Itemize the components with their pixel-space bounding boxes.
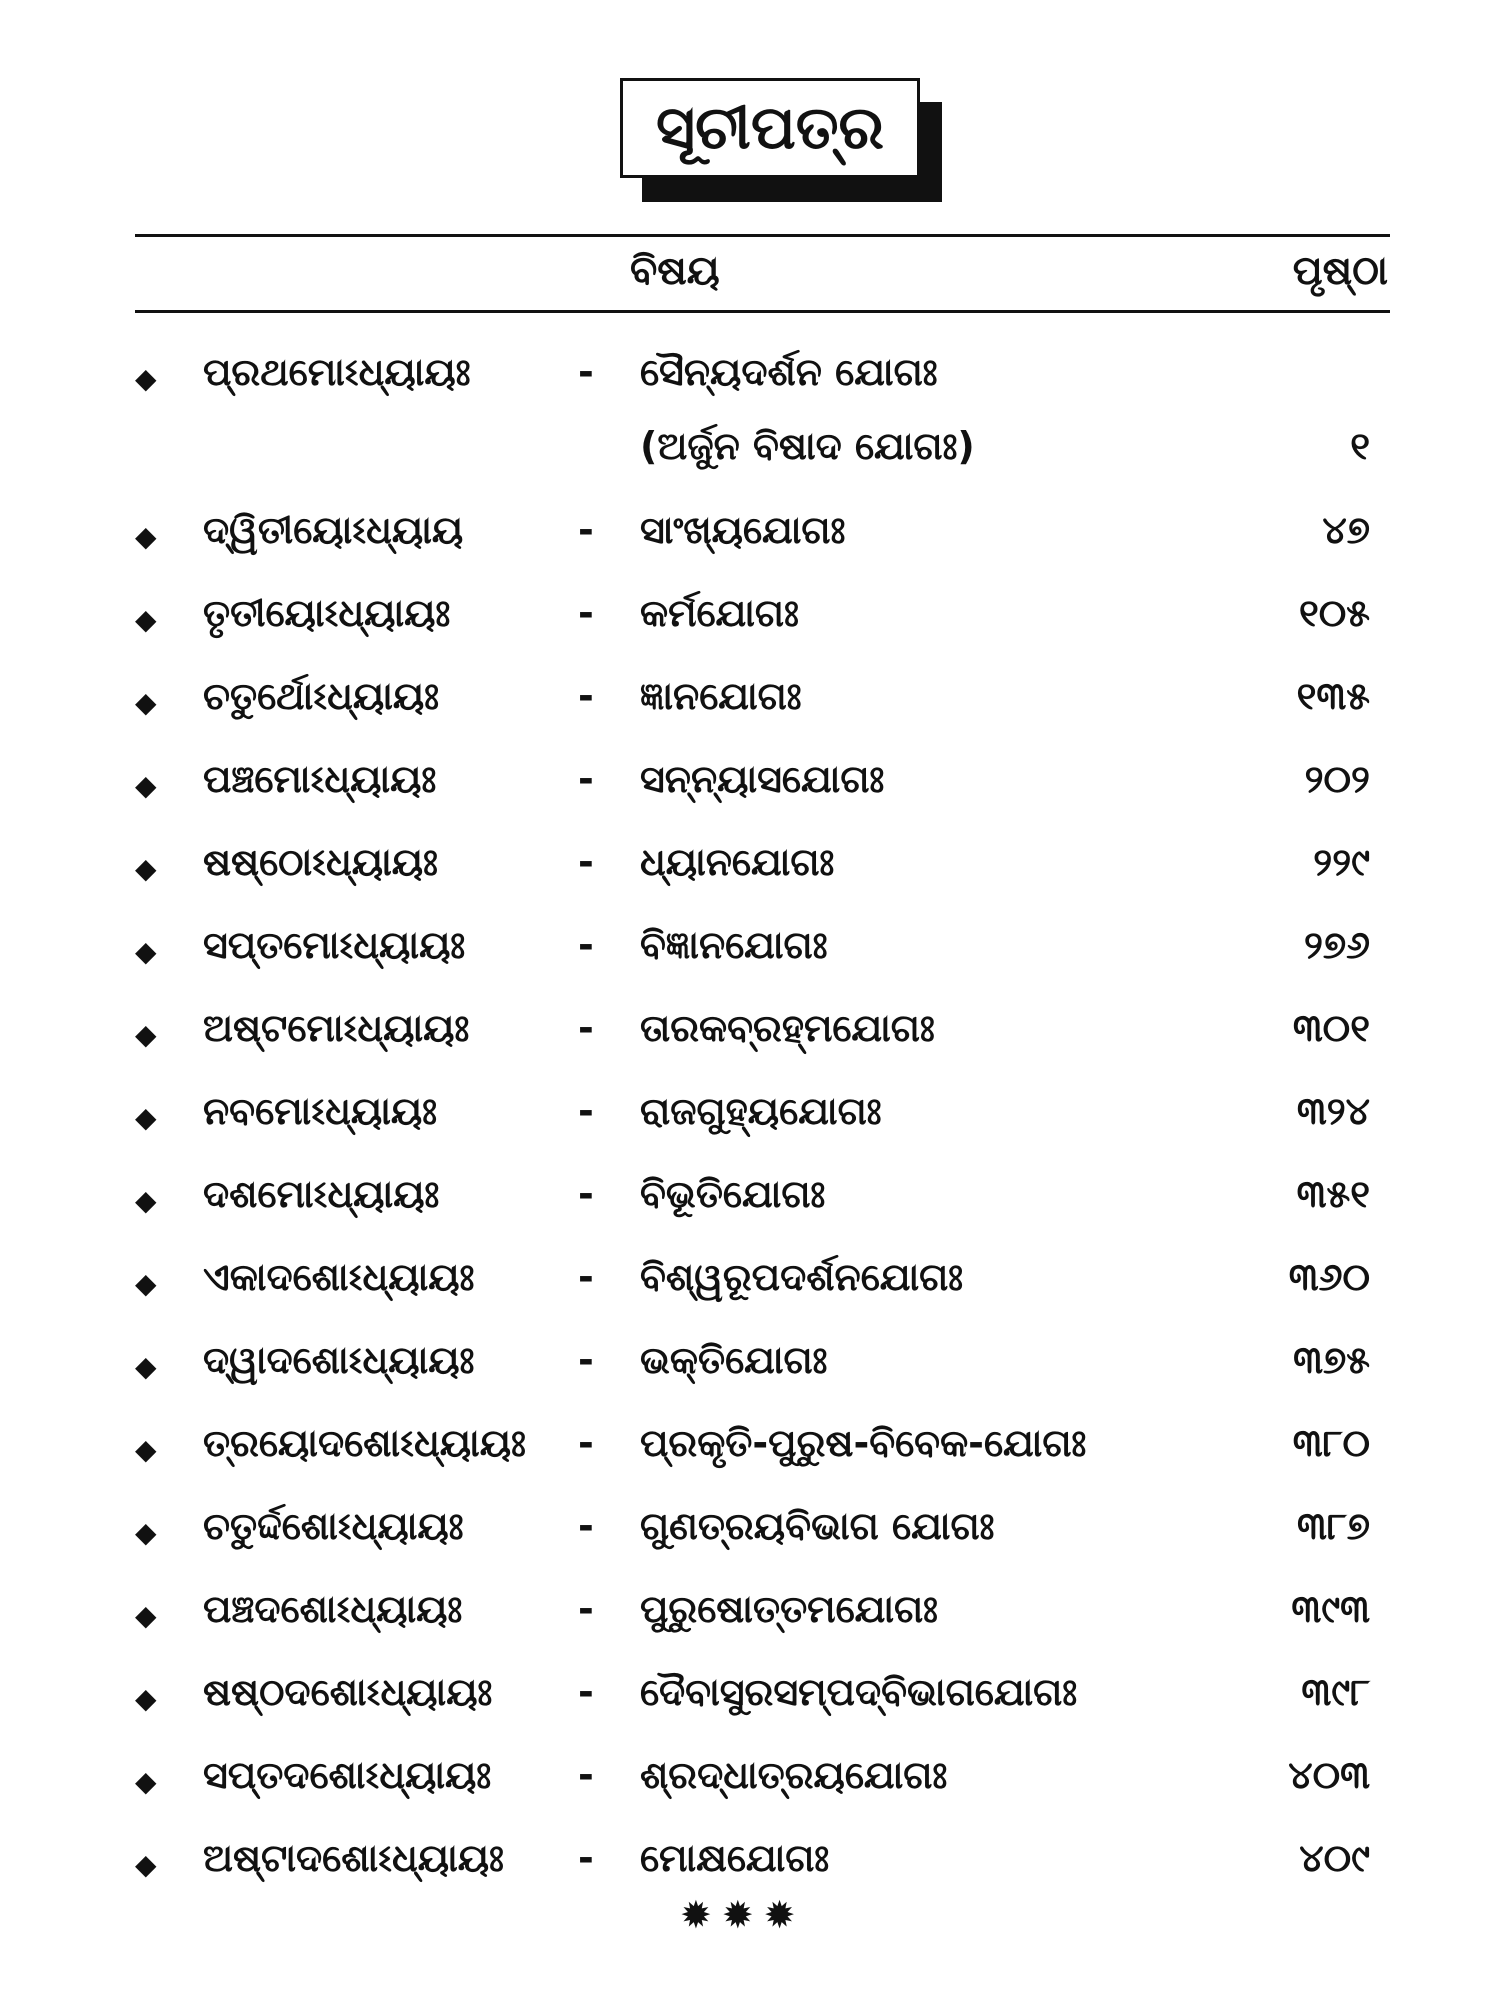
toc-row[interactable]	[135, 1079, 1390, 1162]
title-box	[620, 78, 920, 178]
chapter-name: ଦ୍ୱିତୀୟୋଽଧ୍ୟାୟ	[203, 508, 464, 552]
toc-row[interactable]	[135, 1494, 1390, 1577]
diamond-icon: ◆	[135, 1516, 157, 1549]
page-number: ୩୨୪	[1296, 1089, 1370, 1133]
separator-dash: -	[578, 1172, 594, 1216]
separator-dash: -	[578, 757, 594, 801]
diamond-icon: ◆	[135, 603, 157, 636]
chapter-subject: ଗୁଣତ୍ରୟବିଭାଗ ଯୋଗଃ	[640, 1504, 995, 1548]
chapter-subject: ବିଶ୍ୱରୂପଦର୍ଶନଯୋଗଃ	[640, 1255, 964, 1299]
diamond-icon: ◆	[135, 769, 157, 802]
page-number: ୩୮୭	[1297, 1504, 1370, 1548]
diamond-icon: ◆	[135, 1599, 157, 1632]
chapter-subject: ସୈନ୍ୟଦର୍ଶନ ଯୋଗଃ	[640, 350, 938, 394]
separator-dash: -	[578, 1753, 594, 1797]
table-of-contents	[135, 340, 1390, 1909]
separator-dash: -	[578, 591, 594, 635]
diamond-icon: ◆	[135, 520, 157, 553]
footer-ornament: ✹✹✹	[680, 1893, 806, 1937]
chapter-subject: ଧ୍ୟାନଯୋଗଃ	[640, 840, 835, 884]
chapter-subject: ବିଜ୍ଞାନଯୋଗଃ	[640, 923, 828, 967]
chapter-subject: ସନ୍ନ୍ୟାସଯୋଗଃ	[640, 757, 885, 801]
chapter-subject: ରାଜଗୁହ୍ୟଯୋଗଃ	[640, 1089, 882, 1133]
toc-row[interactable]	[135, 1577, 1390, 1660]
toc-row[interactable]	[135, 664, 1390, 747]
toc-row[interactable]	[135, 1411, 1390, 1494]
diamond-icon: ◆	[135, 852, 157, 885]
page-number: ୧୩୫	[1296, 674, 1370, 718]
page-number: ୩୯୮	[1301, 1670, 1370, 1714]
chapter-name: ଷଷ୍ଠୋଽଧ୍ୟାୟଃ	[203, 840, 438, 884]
separator-dash: -	[578, 840, 594, 884]
chapter-name: ଚତୁର୍ଥୋଽଧ୍ୟାୟଃ	[203, 674, 440, 718]
toc-row[interactable]	[135, 830, 1390, 913]
chapter-subject: ଜ୍ଞାନଯୋଗଃ	[640, 674, 802, 718]
toc-row[interactable]	[135, 1743, 1390, 1826]
chapter-name: ସପ୍ତମୋଽଧ୍ୟାୟଃ	[203, 923, 466, 967]
chapter-name: ପଞ୍ଚମୋଽଧ୍ୟାୟଃ	[203, 757, 437, 801]
separator-dash: -	[578, 1421, 594, 1465]
diamond-icon: ◆	[135, 1018, 157, 1051]
chapter-name: ପ୍ରଥମୋଽଧ୍ୟାୟଃ	[203, 350, 471, 394]
separator-dash: -	[578, 674, 594, 718]
chapter-subject: ପ୍ରକୃତି-ପୁରୁଷ-ବିବେକ-ଯୋଗଃ	[640, 1421, 1087, 1465]
chapter-subject: ତାରକବ୍ରହ୍ମଯୋଗଃ	[640, 1006, 935, 1050]
header-rule-top	[135, 234, 1390, 237]
toc-row[interactable]	[135, 1162, 1390, 1245]
toc-row[interactable]	[135, 913, 1390, 996]
toc-row[interactable]	[135, 498, 1390, 581]
chapter-subject: ଭକ୍ତିଯୋଗଃ	[640, 1338, 828, 1382]
column-header-page: ପୃଷ୍ଠା	[1292, 248, 1388, 294]
page-number: ୧୦୫	[1298, 591, 1370, 635]
page-number: ୩୬୦	[1288, 1255, 1370, 1299]
chapter-subject: କର୍ମଯୋଗଃ	[640, 591, 799, 635]
separator-dash: -	[578, 1504, 594, 1548]
chapter-name: ଷଷ୍ଠଦଶୋଽଧ୍ୟାୟଃ	[203, 1670, 493, 1714]
chapter-name: ଅଷ୍ଟାଦଶୋଽଧ୍ୟାୟଃ	[203, 1836, 504, 1880]
diamond-icon: ◆	[135, 1765, 157, 1798]
page-number: ୨୨୯	[1313, 840, 1370, 884]
toc-row[interactable]	[135, 747, 1390, 830]
chapter-subject-subtitle: (ଅର୍ଜୁନ ବିଷାଦ ଯୋଗଃ)	[640, 424, 975, 468]
page-number: ୩୫୧	[1296, 1172, 1370, 1216]
toc-row[interactable]	[135, 581, 1390, 664]
toc-row[interactable]	[135, 1245, 1390, 1328]
chapter-subject: ବିଭୂତିଯୋଗଃ	[640, 1172, 826, 1216]
diamond-icon: ◆	[135, 935, 157, 968]
page-title: ସୂଚୀପତ୍ର	[620, 78, 920, 178]
chapter-name: ଦ୍ୱାଦଶୋଽଧ୍ୟାୟଃ	[203, 1338, 475, 1382]
diamond-icon: ◆	[135, 1682, 157, 1715]
separator-dash: -	[578, 350, 594, 394]
toc-row[interactable]	[135, 1328, 1390, 1411]
chapter-subject: ପୁରୁଷୋତ୍ତମଯୋଗଃ	[640, 1587, 938, 1631]
chapter-name: ସପ୍ତଦଶୋଽଧ୍ୟାୟଃ	[203, 1753, 492, 1797]
chapter-name: ଦଶମୋଽଧ୍ୟାୟଃ	[203, 1172, 440, 1216]
page-number: ୩୯୩	[1291, 1587, 1370, 1631]
diamond-icon: ◆	[135, 686, 157, 719]
toc-row[interactable]	[135, 340, 1390, 498]
chapter-name: ଏକାଦଶୋଽଧ୍ୟାୟଃ	[203, 1255, 475, 1299]
page-number: ୧	[1350, 424, 1370, 468]
page-number: ୩୮୦	[1292, 1421, 1370, 1465]
separator-dash: -	[578, 1587, 594, 1631]
toc-row[interactable]	[135, 996, 1390, 1079]
chapter-name: ନବମୋଽଧ୍ୟାୟଃ	[203, 1089, 438, 1133]
chapter-subject: ମୋକ୍ଷଯୋଗଃ	[640, 1836, 830, 1880]
chapter-name: ଚତୁର୍ଦ୍ଦଶୋଽଧ୍ୟାୟଃ	[203, 1504, 464, 1548]
chapter-name: ପଞ୍ଚଦଶୋଽଧ୍ୟାୟଃ	[203, 1587, 463, 1631]
page-number: ୩୭୫	[1293, 1338, 1370, 1382]
separator-dash: -	[578, 923, 594, 967]
page-number: ୨୭୬	[1303, 923, 1370, 967]
diamond-icon: ◆	[135, 362, 157, 395]
page-number: ୪୭	[1322, 508, 1370, 552]
chapter-name: ତୃତୀୟୋଽଧ୍ୟାୟଃ	[203, 591, 451, 635]
diamond-icon: ◆	[135, 1184, 157, 1217]
chapter-name: ଅଷ୍ଟମୋଽଧ୍ୟାୟଃ	[203, 1006, 470, 1050]
chapter-subject: ଦୈବାସୁରସମ୍ପଦ୍‌ବିଭାଗଯୋଗଃ	[640, 1670, 1078, 1714]
separator-dash: -	[578, 1089, 594, 1133]
page-number: ୨୦୨	[1304, 757, 1370, 801]
column-header-subject: ବିଷୟ	[630, 248, 720, 294]
page-number: ୩୦୧	[1292, 1006, 1370, 1050]
diamond-icon: ◆	[135, 1848, 157, 1881]
diamond-icon: ◆	[135, 1350, 157, 1383]
toc-row[interactable]	[135, 1660, 1390, 1743]
page-number: ୪୦୯	[1299, 1836, 1370, 1880]
separator-dash: -	[578, 1836, 594, 1880]
separator-dash: -	[578, 1255, 594, 1299]
separator-dash: -	[578, 1006, 594, 1050]
chapter-subject: ସାଂଖ୍ୟଯୋଗଃ	[640, 508, 846, 552]
diamond-icon: ◆	[135, 1433, 157, 1466]
chapter-subject: ଶ୍ରଦ୍ଧାତ୍ରୟଯୋଗଃ	[640, 1753, 948, 1797]
separator-dash: -	[578, 1338, 594, 1382]
chapter-name: ତ୍ରୟୋଦଶୋଽଧ୍ୟାୟଃ	[203, 1421, 526, 1465]
separator-dash: -	[578, 508, 594, 552]
diamond-icon: ◆	[135, 1267, 157, 1300]
header-rule-bottom	[135, 310, 1390, 313]
diamond-icon: ◆	[135, 1101, 157, 1134]
separator-dash: -	[578, 1670, 594, 1714]
page-number: ୪୦୩	[1288, 1753, 1370, 1797]
